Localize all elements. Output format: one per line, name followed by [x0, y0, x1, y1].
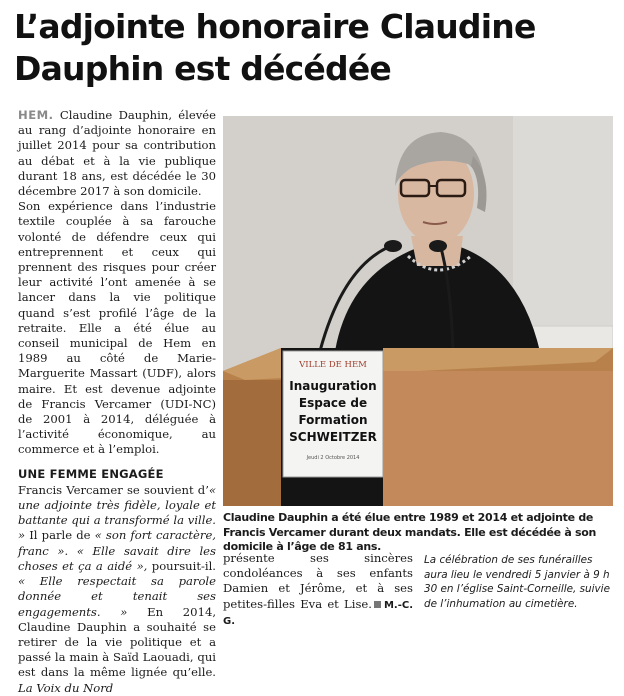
paragraph-3 [18, 483, 216, 696]
p3-text-d: poursuit-il. [147, 558, 216, 573]
p3-text-e: En 2014, Claudine Dauphin a souhaité se retirer de la vie politique et a passé la main à Saïd Laouadi, qui est dans la même lignée qu’elle. [18, 604, 217, 680]
article-column-left [18, 108, 216, 696]
quote-2: « son fort caractère, franc ». [18, 528, 216, 558]
paragraph-3-continued [223, 551, 413, 629]
dateline: HEM. [18, 108, 54, 122]
paragraph-2: Son expérience dans l’industrie textile couplée à sa farouche volonté de défendre ceux qui entreprennent et ceux qui prennent des risques pour créer leur activité l’ont amenée à se lancer dans la vie politique quand s’est profilé l’âge de la retraite. Elle a été élue au conseil municipal de Hem en 1989 au côté de Marie-Marguerite Massart (UDF), alors maire. Et est devenue adjointe de Francis Vercamer (UDI-NC) de 2001 à 2014, déléguée à l’activité économique, au commerce et à l’emploi. [18, 199, 216, 457]
sign-line-1: Inauguration [289, 379, 377, 393]
author-signature: M.-C. G. [223, 599, 413, 627]
sign-date: Jeudi 2 Octobre 2014 [306, 455, 360, 461]
p3-text-f: présente ses sincères condoléances à ses enfants Damien et Jérôme, et à ses petites-filles Eva et Lise. [223, 551, 413, 611]
subheading: UNE FEMME ENGAGÉE [18, 466, 164, 481]
quote-4: « Elle respectait sa parole donnée et tenait ses engagements. » [18, 574, 216, 619]
paragraph-1-text: Claudine Dauphin, élevée au rang d’adjointe honoraire en juillet 2014 pour sa contribution au débat et à la vie publique durant 18 ans, est décédée le 30 décembre 2017 à son domicile. [18, 108, 216, 199]
press-photo [223, 116, 613, 506]
headline: L’adjointe honoraire Claudine Dauphin est décédée [14, 7, 536, 88]
photo-caption: Claudine Dauphin a été élue entre 1989 et 2014 et adjointe de Francis Vercamer durant deux mandats. Elle est décédée à son domicile à l’âge de 81 ans. [223, 511, 597, 553]
funeral-note: La célébration de ses funérailles aura lieu le vendredi 5 janvier à 9 h 30 en l’église Saint-Corneille, suivie de l’inhumation au cimetière. [424, 554, 610, 610]
sign-line-2: Espace de [298, 396, 368, 410]
photo-illustration [223, 116, 613, 506]
end-square-icon [374, 601, 381, 608]
quote-1: « une adjointe très fidèle, loyale et battante qui a transformé la ville. » [18, 482, 216, 543]
article-column-middle [223, 551, 413, 629]
p3-text-c [68, 544, 77, 558]
quote-3: « Elle savait dire les choses et ça a aidé », [18, 543, 216, 573]
paragraph-1 [18, 108, 216, 199]
sign-logo: VILLE DE HEM [299, 360, 367, 370]
newspaper-name: La Voix du Nord [18, 680, 114, 695]
p3-text-b: Il parle de [25, 528, 95, 543]
sign-line-4: SCHWEITZER [289, 430, 377, 444]
p3-text-a: Francis Vercamer se souvient d’ [18, 482, 209, 497]
sign-line-3: Formation [298, 413, 368, 427]
